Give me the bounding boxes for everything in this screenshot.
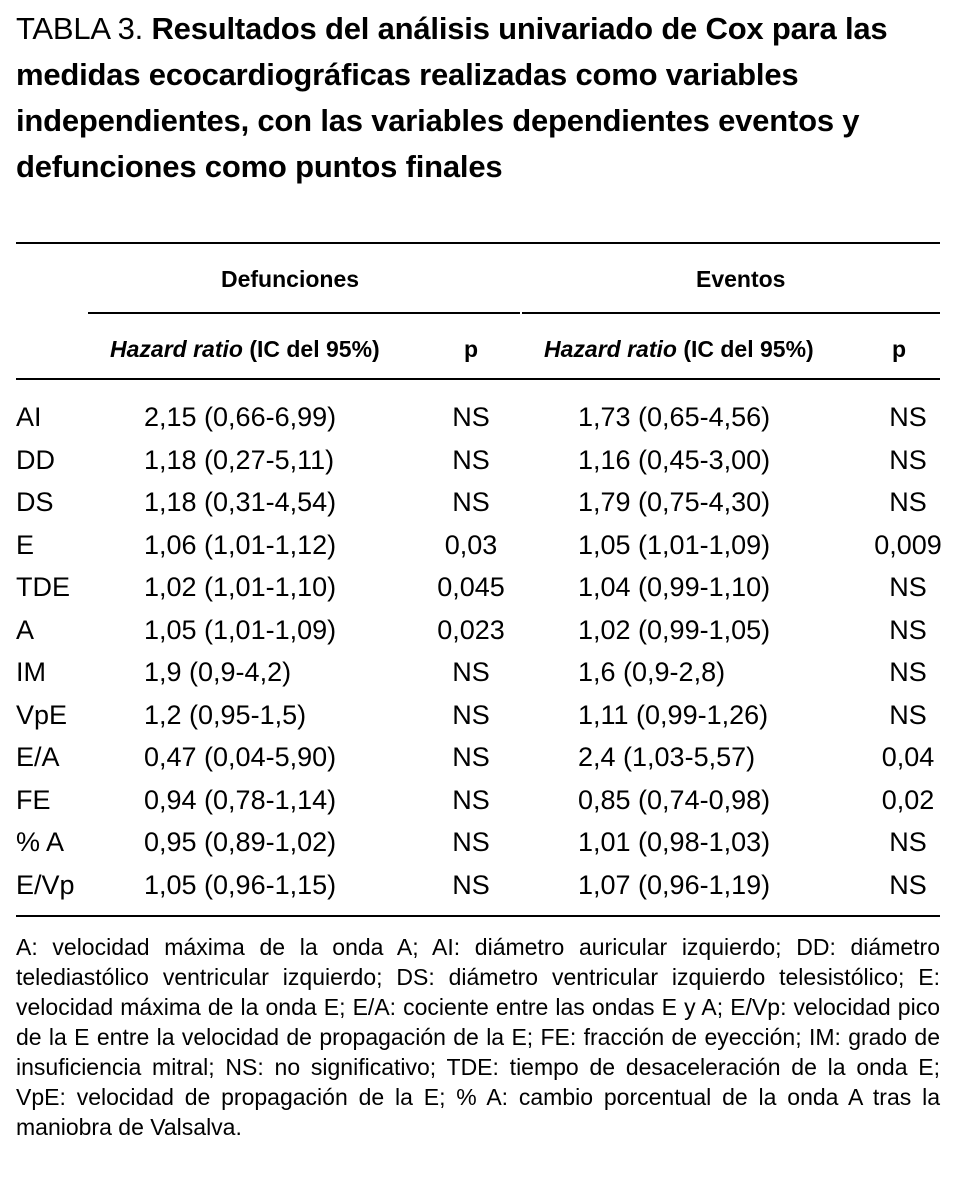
eventos-hazard-ratio: 1,16 (0,45-3,00) [578,444,771,475]
table-row [16,396,940,438]
column-header-defunciones-p: p [464,336,479,362]
eventos-hazard-ratio: 1,07 (0,96-1,19) [578,869,771,900]
eventos-hazard-ratio: 1,79 (0,75-4,30) [578,487,771,517]
eventos-hazard-ratio: 1,01 (0,98-1,03) [578,827,771,857]
eventos-p-value: NS [889,614,927,645]
header-rule [16,378,940,380]
table-row [16,481,940,523]
defunciones-p-value: NS [452,487,490,517]
column-header-eventos-p: p [892,336,907,362]
defunciones-p-value: NS [452,742,490,772]
eventos-p-value: NS [889,402,927,432]
defunciones-hazard-ratio: 0,47 (0,04-5,90) [144,742,337,772]
table-title [16,0,940,190]
column-header-defunciones-hr [110,334,380,364]
defunciones-p-value: NS [452,869,490,900]
row-variable: E [16,529,35,560]
group-header-eventos: Eventos [696,266,786,292]
eventos-hazard-ratio: 2,4 (1,03-5,57) [578,742,756,772]
row-variable: E/Vp [16,869,75,900]
hazard-ratio-italic: Hazard ratio [544,336,677,362]
defunciones-p-value: NS [452,827,490,857]
defunciones-hazard-ratio: 1,05 (1,01-1,09) [144,614,337,645]
row-variable: AI [16,402,42,432]
defunciones-hazard-ratio: 1,2 (0,95-1,5) [144,699,307,730]
table-row [16,609,940,651]
row-variable: TDE [16,572,70,602]
bottom-rule [16,915,940,917]
defunciones-p-value: NS [452,444,490,475]
table-row [16,736,940,778]
defunciones-hazard-ratio: 2,15 (0,66-6,99) [144,402,337,432]
row-variable: IM [16,657,46,687]
defunciones-p-value: NS [452,657,490,687]
eventos-p-value: NS [889,487,927,517]
eventos-hazard-ratio: 1,11 (0,99-1,26) [578,699,769,730]
row-variable: A [16,614,35,645]
table-footnote: A: velocidad máxima de la onda A; AI: diámetro auricular izquierdo; DD: diámetro telediastólico ventricular izquierdo; DS: diámetro ventricular izquierdo telesistólico; E: velocidad máxima de la onda E; E/A: cociente entre las ondas E y A; E/Vp: velocidad pico de la E entre la velocidad de propagación de la E; FE: fracción de eyección; IM: grado de insuficiencia mitral; NS: no significativo; TDE: tiempo de desaceleración de la onda E; VpE: velocidad de propagación de la E; % A: cambio porcentual de la onda A tras la maniobra de Valsalva. [16,934,940,1140]
eventos-p-value: NS [889,699,927,730]
row-variable: DD [16,444,55,475]
eventos-p-value: NS [889,869,927,900]
row-variable: VpE [16,699,68,730]
eventos-hazard-ratio: 1,6 (0,9-2,8) [578,657,726,687]
defunciones-p-value: NS [452,784,490,815]
defunciones-hazard-ratio: 1,18 (0,31-4,54) [144,487,337,517]
eventos-p-value: 0,009 [874,529,942,560]
table-row [16,524,940,566]
ci-label: (IC del 95%) [676,336,814,362]
eventos-p-value: NS [889,827,927,857]
defunciones-hazard-ratio: 1,9 (0,9-4,2) [144,657,292,687]
top-rule [16,242,940,244]
eventos-p-value: NS [889,572,927,602]
row-variable: E/A [16,742,60,772]
defunciones-hazard-ratio: 0,95 (0,89-1,02) [144,827,337,857]
eventos-hazard-ratio: 0,85 (0,74-0,98) [578,784,771,815]
group-rule-defunciones [88,312,520,314]
defunciones-hazard-ratio: 1,02 (1,01-1,10) [144,572,337,602]
eventos-p-value: 0,02 [881,784,935,815]
eventos-p-value: NS [889,444,927,475]
defunciones-hazard-ratio: 0,94 (0,78-1,14) [144,784,337,815]
table-row [16,439,940,481]
table-row [16,566,940,608]
eventos-hazard-ratio: 1,02 (0,99-1,05) [578,614,771,645]
row-variable: DS [16,487,54,517]
table-title-text: Resultados del análisis univariado de Cox para las medidas ecocardiográficas realizadas como variables independientes, con las variables dependientes eventos y defunciones como puntos finales [16,11,888,184]
defunciones-p-value: NS [452,699,490,730]
defunciones-hazard-ratio: 1,05 (0,96-1,15) [144,869,337,900]
defunciones-hazard-ratio: 1,06 (1,01-1,12) [144,529,337,560]
table-row [16,864,940,906]
column-header-eventos-hr [544,334,814,364]
eventos-hazard-ratio: 1,04 (0,99-1,10) [578,572,771,602]
row-variable: % A [16,827,65,857]
defunciones-p-value: NS [452,402,490,432]
defunciones-p-value: 0,023 [437,614,505,645]
ci-label: (IC del 95%) [242,336,380,362]
group-rule-eventos [522,312,940,314]
eventos-p-value: 0,04 [881,742,935,772]
table-row [16,821,940,863]
table-label: TABLA 3. [16,11,144,46]
group-header-defunciones: Defunciones [221,266,360,292]
table-row [16,779,940,821]
row-variable: FE [16,784,51,815]
defunciones-p-value: 0,045 [437,572,505,602]
table-document [16,0,942,1140]
table-row [16,651,940,693]
defunciones-p-value: 0,03 [444,529,498,560]
hazard-ratio-italic: Hazard ratio [110,336,243,362]
eventos-p-value: NS [889,657,927,687]
defunciones-hazard-ratio: 1,18 (0,27-5,11) [144,444,335,475]
eventos-hazard-ratio: 1,05 (1,01-1,09) [578,529,771,560]
eventos-hazard-ratio: 1,73 (0,65-4,56) [578,402,771,432]
table-row [16,694,940,736]
